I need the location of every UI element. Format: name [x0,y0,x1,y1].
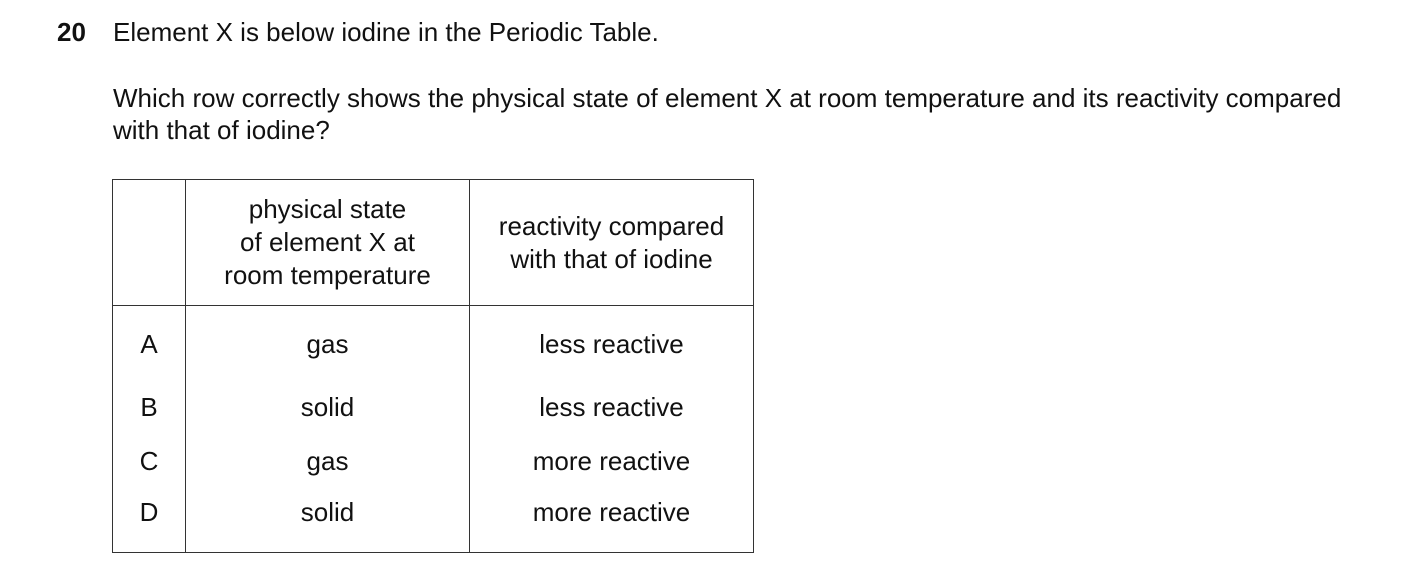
option-state: solid [186,380,470,434]
answer-table [112,179,754,553]
option-reactivity: less reactive [470,380,754,434]
option-key: C [113,434,186,488]
option-state: gas [186,434,470,488]
option-reactivity: more reactive [470,434,754,488]
header-key-cell [113,180,186,306]
question-number: 20 [57,17,86,47]
header-state-line: room temperature [224,260,431,290]
option-key: A [113,306,186,381]
question-prompt: Which row correctly shows the physical state of element X at room temperature and its reactivity compared with that of iodine? [113,83,1342,145]
header-reactivity-line: with that of iodine [510,243,713,274]
header-physical-state [186,180,470,306]
option-reactivity: less reactive [470,306,754,381]
option-state: gas [186,306,470,381]
option-reactivity: more reactive [470,488,754,553]
question-stem: Element X is below iodine in the Periodic Table. [113,17,659,47]
option-row-d[interactable] [113,488,754,553]
option-state: solid [186,488,470,553]
header-reactivity [470,180,754,306]
table-header-row [113,180,754,306]
option-row-a[interactable] [113,306,754,381]
option-row-b[interactable] [113,380,754,434]
option-row-c[interactable] [113,434,754,488]
option-key: D [113,488,186,553]
header-state-line: of element X at [240,227,415,257]
option-key: B [113,380,186,434]
header-reactivity-line: reactivity compared [498,210,725,241]
header-state-line: physical state [248,194,407,224]
